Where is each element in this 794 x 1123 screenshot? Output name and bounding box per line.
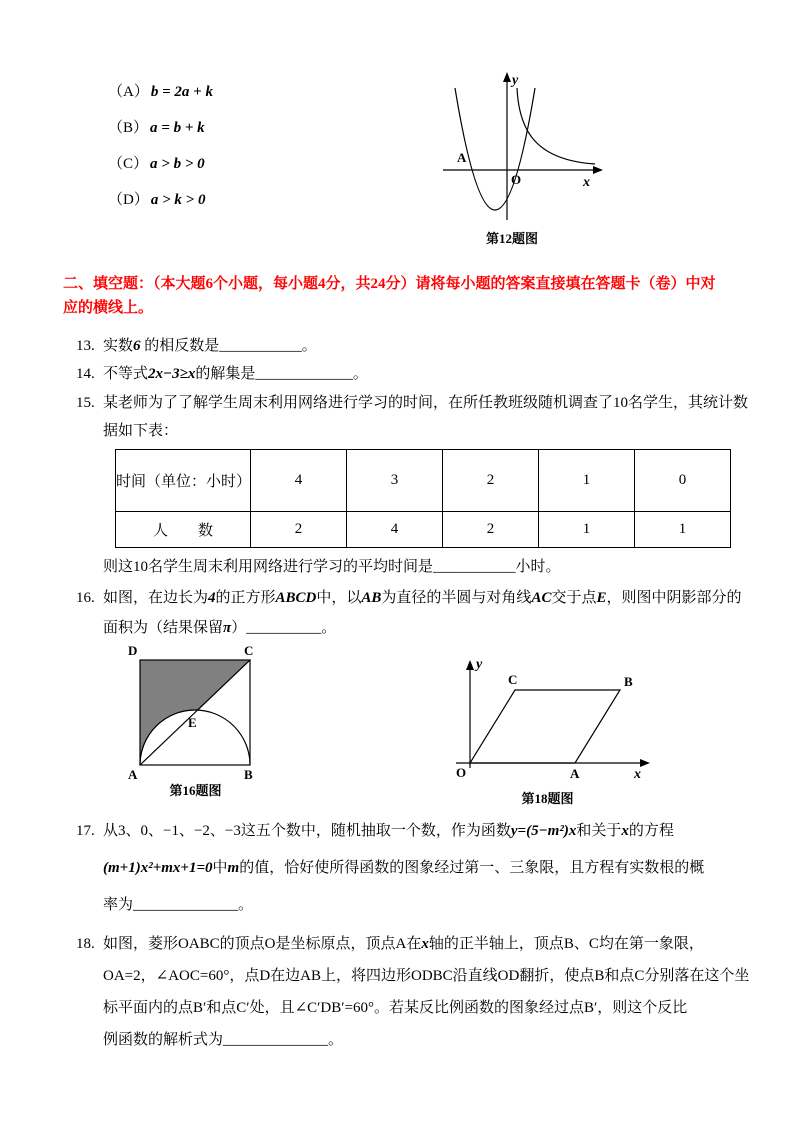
question-15-line-3 (103, 553, 561, 581)
math-text: 6 (133, 338, 141, 354)
fig18-caption: 第18题图 (521, 791, 574, 806)
text: 轴的正半轴上，顶点B、C均在第一象限， (428, 936, 704, 952)
table-time-header-cell: 时间（单位：小时） (116, 450, 251, 512)
fig12-graph (435, 70, 605, 228)
fig16-point-c-label: C (244, 643, 254, 658)
section-2-heading (63, 272, 716, 320)
question-18 (76, 928, 749, 1056)
fig12-origin-label: O (511, 172, 522, 187)
text: 的值，恰好使所得函数的图象经过第一、三象限，且方程有实数根的概 (239, 860, 705, 876)
fig12-x-axis-arrow-icon (593, 166, 603, 174)
table-people-value-2: 2 (443, 512, 539, 548)
question-14 (76, 360, 368, 388)
table-time-value-3: 1 (539, 450, 635, 512)
section-2-heading-line-2: 应的横线上。 (63, 300, 154, 316)
fig16-point-e-label: E (188, 715, 197, 730)
table-time-value-4: 0 (635, 450, 731, 512)
question-13-line-1 (103, 332, 317, 360)
question-14-line-1 (103, 360, 368, 388)
text: 不等式 (103, 366, 149, 382)
fig18-y-label: y (476, 657, 483, 672)
text: 某老师为了了解学生周末利用网络进行学习的时间，在所任教班级随机调查了10名学生，其统计数 (103, 395, 749, 411)
text: 则这10名学生周末利用网络进行学习的平均时间是___________小时。 (103, 559, 561, 575)
fig16-caption: 第16题图 (169, 783, 222, 798)
math-text: ABCD (275, 590, 317, 606)
math-text: E (596, 590, 607, 606)
question-15-line-2 (103, 417, 748, 445)
table-time-value-0: 4 (251, 450, 347, 512)
question-17-line-1 (103, 813, 704, 850)
fig16-square-diagram (120, 643, 285, 785)
text: 如图，菱形OABC的顶点O是坐标原点，顶点A在 (103, 936, 422, 952)
math-text: AC (531, 590, 552, 606)
question-15-continued (103, 553, 561, 581)
text: 面积为（结果保留 (103, 620, 224, 636)
fig18-point-a-label: A (570, 766, 580, 781)
question-15 (76, 389, 748, 445)
text: ，则图中阴影部分的 (606, 590, 742, 606)
text: 中 (212, 860, 228, 876)
question-16-number: 16. (76, 590, 95, 606)
option-d-formula: a > k > 0 (150, 192, 206, 208)
time-stats-table (115, 449, 731, 548)
fig18-parallelogram-diagram (450, 656, 655, 784)
question-13-number: 13. (76, 338, 95, 354)
option-b (108, 116, 205, 137)
question-15-line-1 (103, 389, 748, 417)
option-a (108, 80, 213, 101)
table-time-value-1: 3 (347, 450, 443, 512)
table-people-value-3: 1 (539, 512, 635, 548)
option-c-formula: a > b > 0 (150, 156, 205, 172)
table-people-header-cell: 人 数 (116, 512, 251, 548)
time-stats-table-wrap (115, 449, 731, 548)
math-text: x (621, 823, 629, 839)
math-text: y=(5−m²)x (510, 823, 577, 839)
text: 实数 (103, 338, 134, 354)
question-16-line-1 (103, 583, 742, 613)
fig12-point-a-label: A (457, 150, 467, 165)
table-time-value-2: 2 (443, 450, 539, 512)
fig16-point-a-label: A (128, 767, 138, 782)
question-14-number: 14. (76, 366, 95, 382)
fig12-parabola-curve (455, 88, 535, 210)
fig18-x-label: x (634, 767, 641, 782)
question-16-line-2 (103, 613, 742, 643)
math-text: 2x−3≥x (148, 366, 196, 382)
text: 中，以 (316, 590, 362, 606)
fig18-point-b-label: B (624, 674, 633, 689)
fig16-point-d-label: D (128, 643, 138, 658)
option-b-label: （B） (108, 120, 149, 136)
table-people-value-0: 2 (251, 512, 347, 548)
option-a-formula: b = 2a + k (150, 84, 213, 100)
text: 据如下表： (103, 423, 179, 439)
fig16-point-b-label: B (244, 767, 253, 782)
math-text: AB (361, 590, 382, 606)
text: OA=2，∠AOC=60°，点D在边AB上，将四边形ODBC沿直线OD翻折，使点B和点C分别落在这个坐 (103, 968, 750, 984)
question-17-number: 17. (76, 823, 95, 839)
section-2-heading-line-1: 二、填空题：（本大题6个小题，每小题4分，共24分）请将每小题的答案直接填在答题卡（卷）中对 (63, 276, 716, 292)
text: 交于点 (551, 590, 597, 606)
text: 的解集是_____________。 (195, 366, 368, 382)
text: 率为______________。 (103, 897, 254, 913)
text: 从3、0、−1、−2、−3这五个数中，随机抽取一个数，作为函数 (103, 823, 511, 839)
option-a-label: （A） (108, 84, 149, 100)
question-18-line-2 (103, 960, 749, 992)
fig12-caption: 第12题图 (485, 231, 538, 246)
text: 如图，在边长为 (103, 590, 209, 606)
question-13 (76, 332, 317, 360)
option-c-label: （C） (108, 156, 149, 172)
fig18-origin-label: O (456, 765, 467, 780)
table-row-time (116, 450, 731, 512)
table-people-value-4: 1 (635, 512, 731, 548)
math-text: m (227, 860, 240, 876)
option-c (108, 152, 205, 173)
fig18-parallelogram (470, 690, 620, 763)
fig18-x-axis-arrow-icon (640, 759, 650, 767)
question-17-line-2 (103, 850, 704, 887)
question-18-line-4 (103, 1024, 749, 1056)
question-17-line-3 (103, 887, 704, 924)
table-row-people (116, 512, 731, 548)
fig18-y-axis-arrow-icon (466, 660, 474, 670)
math-text: 4 (208, 590, 216, 606)
question-17 (76, 813, 704, 924)
option-d (108, 188, 205, 209)
question-18-line-1 (103, 928, 749, 960)
text: 例函数的解析式为______________。 (103, 1032, 344, 1048)
text: 标平面内的点B′和点C′处，且∠C′DB′=60°。若某反比例函数的图象经过点B′，则这个反比 (103, 1000, 688, 1016)
math-text: (m+1)x²+mx+1=0 (103, 860, 213, 876)
math-text: π (223, 620, 232, 636)
question-15-number: 15. (76, 395, 95, 411)
table-people-value-1: 4 (347, 512, 443, 548)
text: ）__________。 (231, 620, 337, 636)
text: 的方程 (628, 823, 674, 839)
question-16 (76, 583, 742, 643)
math-text: x (421, 936, 429, 952)
text: 的相反数是___________。 (140, 338, 317, 354)
fig12-y-axis-arrow-icon (503, 72, 511, 82)
question-18-line-3 (103, 992, 749, 1024)
option-b-formula: a = b + k (150, 120, 205, 136)
option-d-label: （D） (108, 192, 149, 208)
text: 和关于 (576, 823, 622, 839)
fig12-y-label: y (512, 73, 519, 88)
text: 为直径的半圆与对角线 (381, 590, 532, 606)
fig18-point-c-label: C (508, 672, 518, 687)
question-18-number: 18. (76, 936, 95, 952)
fig12-x-label: x (583, 175, 590, 190)
text: 的正方形 (215, 590, 276, 606)
